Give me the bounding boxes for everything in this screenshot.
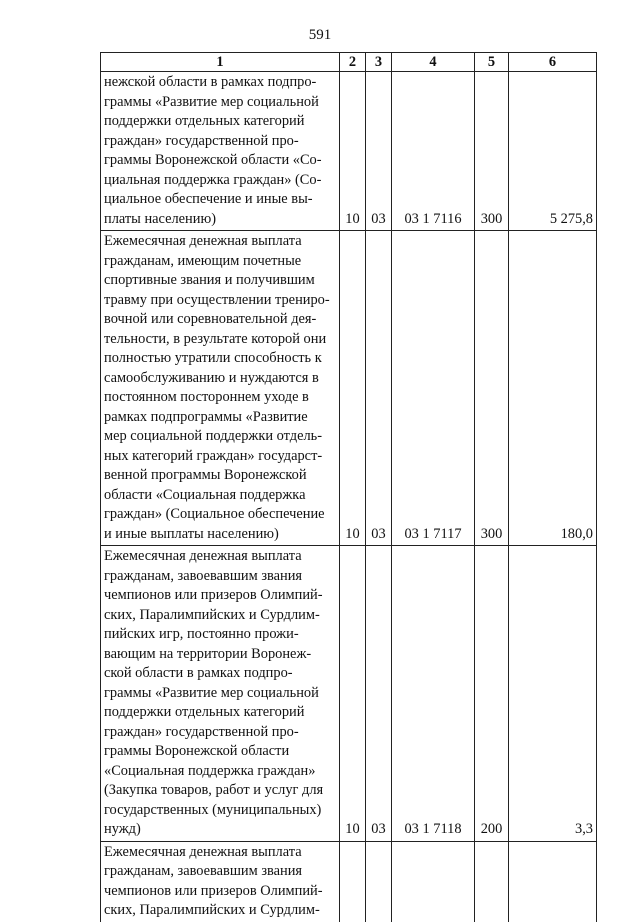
description-line: рамках подпрограммы «Развитие [104, 408, 308, 425]
description-line: нежской области в рамках подпро- [104, 74, 317, 90]
target-article-code: 03 1 7116 [392, 72, 475, 231]
target-article-code: 03 1 7117 [392, 231, 475, 546]
budget-table [100, 52, 597, 922]
description-line: ных категорий граждан» государст- [104, 447, 323, 464]
description-line: полностью утратили способность к [104, 350, 322, 366]
description-line: ской области в рамках подпро- [104, 665, 293, 681]
description-line: граммы Воронежской области «Со- [104, 152, 322, 168]
description-line: гражданам, завоевавшим звания [104, 567, 303, 584]
description-line: Ежемесячная денежная выплата [104, 548, 302, 564]
expense-type-code: 200 [475, 546, 509, 842]
subsection-code: 03 [366, 546, 392, 842]
page-number: 591 [308, 27, 332, 43]
description-line: венной программы Воронежской [104, 467, 307, 483]
amount-value: 180,0 [509, 231, 597, 546]
table-row [101, 231, 597, 546]
expense-type-code: 300 [475, 72, 509, 231]
description-line: граммы «Развитие мер социальной [104, 93, 319, 110]
row-description [101, 72, 340, 231]
table-row [101, 841, 597, 922]
target-article-code: 03 1 7118 [392, 546, 475, 842]
description-line: граждан» государственной про- [104, 132, 299, 149]
description-line: тельности, в результате которой они [104, 330, 327, 347]
column-header-3: 3 [366, 53, 392, 72]
header-row [101, 53, 597, 72]
row-description [101, 231, 340, 546]
description-line: поддержки отдельных категорий [104, 704, 305, 720]
description-line: гражданам, завоевавшим звания [104, 863, 303, 879]
description-line: поддержки отдельных категорий [104, 113, 305, 129]
description-line: граммы «Развитие мер социальной [104, 684, 319, 701]
description-line: самообслуживанию и нуждаются в [104, 369, 319, 386]
description-line: Ежемесячная денежная выплата [104, 233, 302, 249]
amount-value: 3,3 [509, 546, 597, 842]
target-article-code [392, 841, 475, 922]
column-header-6: 6 [509, 53, 597, 72]
description-line: травму при осуществлении трениро- [104, 291, 330, 308]
description-line: мер социальной поддержки отдель- [104, 428, 323, 444]
table-row [101, 72, 597, 231]
column-header-4: 4 [392, 53, 475, 72]
description-line: вочной или соревновательной дея- [104, 311, 317, 327]
description-line: ских, Паралимпийских и Сурдлим- [104, 902, 320, 918]
subsection-code [366, 841, 392, 922]
description-line: циальная поддержка граждан» (Со- [104, 171, 322, 188]
section-code: 10 [340, 546, 366, 842]
amount-value: 5 275,8 [509, 72, 597, 231]
column-header-2: 2 [340, 53, 366, 72]
section-code: 10 [340, 72, 366, 231]
table-row [101, 546, 597, 842]
section-code: 10 [340, 231, 366, 546]
expense-type-code: 300 [475, 231, 509, 546]
description-line: постоянном постороннем уходе в [104, 389, 309, 405]
column-header-5: 5 [475, 53, 509, 72]
description-line: гражданам, имеющим почетные [104, 252, 302, 269]
description-line: граждан» (Социальное обеспечение [104, 506, 325, 522]
expense-type-code [475, 841, 509, 922]
description-line: и иные выплаты населению) [104, 525, 279, 542]
subsection-code: 03 [366, 231, 392, 546]
description-line: области «Социальная поддержка [104, 486, 306, 503]
description-line: чемпионов или призеров Олимпий- [104, 587, 323, 603]
description-line: нужд) [104, 821, 141, 837]
description-line: пийских игр, постоянно прожи- [104, 626, 299, 642]
description-line: Ежемесячная денежная выплата [104, 843, 302, 860]
row-description [101, 841, 340, 922]
amount-value [509, 841, 597, 922]
table-body [101, 72, 597, 922]
section-code [340, 841, 366, 922]
description-line: (Закупка товаров, работ и услуг для [104, 782, 324, 798]
description-line: «Социальная поддержка граждан» [104, 762, 316, 779]
description-line: вающим на территории Воронеж- [104, 645, 312, 662]
description-line: государственных (муниципальных) [104, 801, 322, 818]
description-line: чемпионов или призеров Олимпий- [104, 882, 323, 899]
description-line: циальное обеспечение и иные вы- [104, 191, 313, 207]
row-description [101, 546, 340, 842]
column-header-1: 1 [101, 53, 340, 72]
description-line: граммы Воронежской области [104, 743, 290, 759]
description-line: платы населению) [104, 210, 217, 227]
description-line: ских, Паралимпийских и Сурдлим- [104, 606, 320, 623]
description-line: граждан» государственной про- [104, 723, 299, 740]
subsection-code: 03 [366, 72, 392, 231]
description-line: спортивные звания и получившим [104, 272, 315, 288]
